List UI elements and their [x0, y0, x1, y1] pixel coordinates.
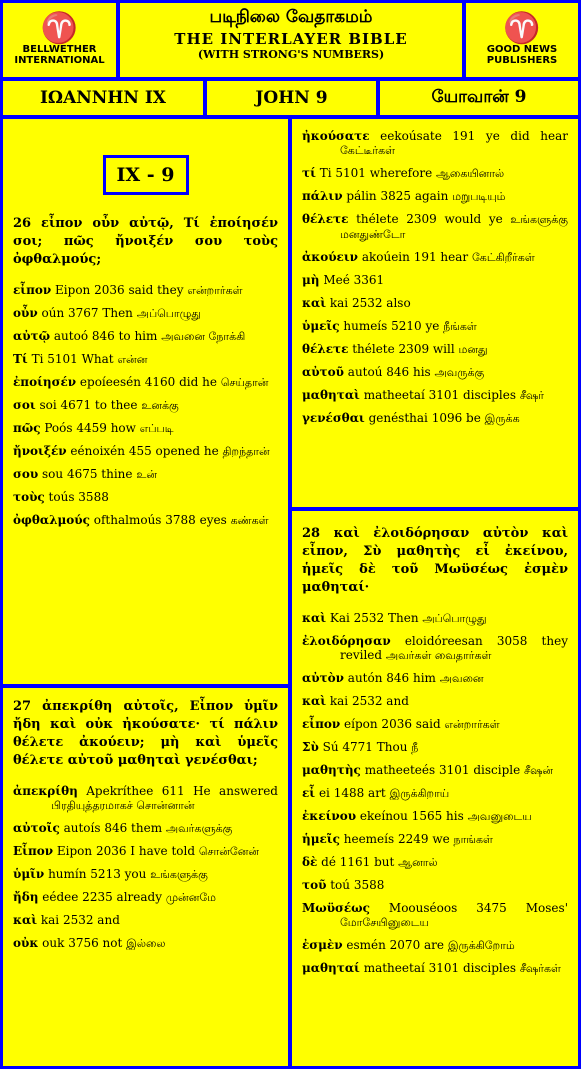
transliteration-gloss: heemeís 2249 we	[343, 832, 450, 846]
right-panel-bottom	[292, 511, 578, 1066]
right-panel-top	[292, 119, 578, 507]
tamil-gloss: அவருக்கு	[434, 366, 485, 379]
left-panel-top	[3, 119, 288, 684]
tamil-gloss: எப்படி	[139, 422, 174, 435]
word-entry	[302, 694, 568, 709]
transliteration-gloss: Moouséoos 3475 Moses'	[388, 901, 568, 915]
left-logo	[3, 3, 116, 77]
tamil-gloss: அப்பொழுது	[136, 307, 201, 320]
tamil-gloss: கேட்கிறீர்கள்	[471, 251, 535, 264]
transliteration-gloss: humeís 5210 ye	[343, 319, 440, 333]
word-entry	[302, 212, 568, 242]
tamil-gloss: நீ	[411, 741, 419, 754]
greek-word: οὖν	[13, 306, 38, 320]
greek-word: τί	[302, 166, 316, 180]
tamil-gloss: மனது	[458, 343, 488, 356]
transliteration-gloss: genésthai 1096 be	[368, 411, 481, 425]
word-entry	[13, 444, 278, 459]
transliteration-gloss: eénoixén 455 opened he	[70, 444, 219, 458]
word-entry	[13, 513, 278, 528]
greek-word: εἶπον	[302, 717, 341, 731]
word-entry	[13, 375, 278, 390]
word-entry	[302, 717, 568, 732]
transliteration-gloss: Eipon 2036 said they	[55, 283, 184, 297]
word-entry	[13, 913, 278, 928]
word-entry	[302, 129, 568, 158]
greek-word: τοὺς	[13, 490, 45, 504]
word-entry	[302, 166, 568, 181]
greek-word: μαθηταί	[302, 961, 360, 975]
right-logo-text: GOOD NEWS PUBLISHERS	[486, 44, 558, 66]
transliteration-gloss: ekeínou 1565 his	[359, 809, 464, 823]
verse-28: 28 καὶ ἐλοιδόρησαν αὐτὸν καὶ εἶπον, Σὺ μαθητὴς εἶ ἐκείνου, ἡμεῖς δὲ τοῦ Μωϋσέως ἐσμὲν μαθηταί·	[302, 526, 568, 595]
word-entry	[302, 611, 568, 626]
word-entry	[302, 388, 568, 403]
tamil-gloss: கேட்டீர்கள்	[340, 144, 396, 157]
tamil-gloss: இருக்க	[484, 412, 520, 425]
word-entry	[13, 398, 278, 413]
transliteration-gloss: esmén 2070 are	[346, 938, 445, 952]
title-sub: (WITH STRONG'S NUMBERS)	[197, 48, 385, 61]
greek-word: αὐτοῖς	[13, 821, 60, 835]
tamil-gloss: அவனை நோக்கி	[161, 330, 246, 343]
transliteration-gloss: Eipon 2036 I have told	[56, 844, 196, 858]
greek-word: καὶ	[302, 296, 327, 310]
word-entry	[302, 250, 568, 265]
title-block	[120, 3, 462, 77]
transliteration-gloss: dé 1161 but	[321, 855, 395, 869]
transliteration-gloss: eloidóreesan 3058 they reviled	[340, 634, 568, 662]
tamil-gloss: இருக்கிறாய்	[389, 787, 450, 800]
ref-tamil: யோவான் 9	[380, 81, 578, 115]
greek-word: σου	[13, 467, 39, 481]
tamil-gloss: சீஷர்கள்	[519, 962, 561, 975]
tamil-gloss: திறந்தான்	[222, 445, 270, 458]
transliteration-gloss: Ti 5101 wherefore	[319, 166, 433, 180]
transliteration-gloss: eekoúsate 191 ye did hear	[380, 129, 568, 143]
tamil-gloss: உங்களுக்கு	[150, 868, 208, 881]
tamil-gloss: என்றார்கள்	[187, 284, 243, 297]
transliteration-gloss: toú 3588	[330, 878, 385, 892]
tamil-gloss: சொன்னேன்	[198, 845, 260, 858]
greek-word: ὀφθαλμούς	[13, 513, 90, 527]
transliteration-gloss: autón 846 him	[347, 671, 436, 685]
word-entry	[13, 784, 278, 813]
tamil-gloss: செய்தான்	[220, 376, 269, 389]
tamil-gloss: மறுபடியும்	[452, 190, 506, 203]
chapter-label: IX - 9	[103, 155, 189, 195]
transliteration-gloss: thélete 2309 will	[352, 342, 455, 356]
transliteration-gloss: Kai 2532 Then	[329, 611, 419, 625]
greek-word: Τί	[13, 352, 28, 366]
word-entry	[13, 283, 278, 298]
tamil-gloss: உனக்கு	[141, 399, 179, 412]
greek-word: πῶς	[13, 421, 41, 435]
greek-word: Μωϋσέως	[302, 901, 370, 915]
greek-word: καὶ	[302, 694, 327, 708]
transliteration-gloss: kai 2532 and	[329, 694, 409, 708]
transliteration-gloss: eédee 2235 already	[42, 890, 162, 904]
word-entry	[302, 411, 568, 426]
greek-word: αὐτὸν	[302, 671, 344, 685]
tamil-gloss: அவர்களுக்கு	[165, 822, 233, 835]
title-tamil: படிநிலை வேதாகமம்	[209, 7, 373, 27]
title-main: THE INTERLAYER BIBLE	[174, 30, 408, 48]
transliteration-gloss: Ti 5101 What	[31, 352, 114, 366]
right-logo	[466, 3, 578, 77]
greek-word: σοι	[13, 398, 36, 412]
word-entry	[302, 671, 568, 686]
transliteration-gloss: autoó 846 to him	[53, 329, 158, 343]
transliteration-gloss: soi 4671 to thee	[39, 398, 138, 412]
tamil-gloss: சீஷன்	[524, 764, 554, 777]
greek-word: ἀκούειν	[302, 250, 358, 264]
verse-26: 26 εἶπον οὖν αὐτῷ, Τί ἐποίησέν σοι; πῶς ἤνοιξέν σου τοὺς ὀφθαλμούς;	[13, 216, 278, 267]
transliteration-gloss: thélete 2309 would ye	[356, 212, 503, 226]
transliteration-gloss: matheetaí 3101 disciples	[363, 961, 516, 975]
greek-word: καὶ	[13, 913, 38, 927]
tamil-gloss: அவனுடைய	[467, 810, 532, 823]
greek-word: αὐτοῦ	[302, 365, 344, 379]
word-entry	[13, 890, 278, 905]
tamil-gloss: சீஷர்	[519, 389, 544, 402]
greek-word: ἤδη	[13, 890, 39, 904]
greek-word: ἀπεκρίθη	[13, 784, 78, 798]
word-entry	[302, 189, 568, 204]
tamil-gloss: அப்பொழுது	[422, 612, 487, 625]
greek-word: καὶ	[302, 611, 327, 625]
tamil-gloss: முன்னமே	[165, 891, 217, 904]
greek-word: θέλετε	[302, 342, 349, 356]
greek-word: ἐκείνου	[302, 809, 357, 823]
greek-word: γενέσθαι	[302, 411, 365, 425]
greek-word: ἠκούσατε	[302, 129, 370, 143]
word-entry	[302, 901, 568, 930]
word-entry	[302, 634, 568, 663]
word-entry	[13, 306, 278, 321]
greek-word: θέλετε	[302, 212, 349, 226]
word-entry	[302, 763, 568, 778]
word-entry	[302, 961, 568, 976]
tamil-gloss: ஆனால்	[398, 856, 438, 869]
ref-english: JOHN 9	[207, 81, 376, 115]
word-entry	[302, 296, 568, 311]
tamil-gloss: மோசேயினுடைய	[340, 916, 429, 929]
transliteration-gloss: Meé 3361	[323, 273, 385, 287]
greek-word: εἶπον	[13, 283, 52, 297]
greek-word: πάλιν	[302, 189, 343, 203]
transliteration-gloss: sou 4675 thine	[42, 467, 133, 481]
tamil-gloss: அவனை	[439, 672, 484, 685]
transliteration-gloss: humín 5213 you	[48, 867, 147, 881]
transliteration-gloss: Sú 4771 Thou	[322, 740, 408, 754]
transliteration-gloss: kai 2532 and	[40, 913, 120, 927]
tamil-gloss: இருக்கிறோம்	[447, 939, 515, 952]
word-entry	[302, 273, 568, 288]
transliteration-gloss: Apekríthee 611 He answered	[86, 784, 278, 798]
greek-word: Εἶπον	[13, 844, 54, 858]
word-entry	[13, 867, 278, 882]
tamil-gloss: நாங்கள்	[453, 833, 493, 846]
greek-word: Σὺ	[302, 740, 319, 754]
word-entry	[13, 421, 278, 436]
tamil-gloss: உங்களுக்கு மனதுண்டோ	[340, 213, 568, 241]
transliteration-gloss: Poós 4459 how	[44, 421, 136, 435]
left-logo-text: BELLWETHER INTERNATIONAL	[14, 44, 105, 66]
tamil-gloss: கண்கள்	[230, 514, 269, 527]
word-entry	[302, 938, 568, 953]
transliteration-gloss: pálin 3825 again	[346, 189, 449, 203]
transliteration-gloss: eípon 2036 said	[344, 717, 441, 731]
greek-word: εἶ	[302, 786, 316, 800]
tamil-gloss: இல்லை	[126, 937, 166, 950]
tamil-gloss: நீங்கள்	[443, 320, 477, 333]
greek-word: ἐσμὲν	[302, 938, 343, 952]
greek-word: ἐποίησέν	[13, 375, 77, 389]
word-entry	[13, 352, 278, 367]
greek-word: αὐτῷ	[13, 329, 51, 343]
transliteration-gloss: autoú 846 his	[347, 365, 431, 379]
greek-word: ἐλοιδόρησαν	[302, 634, 391, 648]
tamil-gloss: என்ன	[117, 353, 148, 366]
ram-logo-icon: ♈	[40, 11, 79, 46]
word-entry	[13, 490, 278, 505]
greek-word: ἤνοιξέν	[13, 444, 67, 458]
word-entry	[302, 365, 568, 380]
word-entry	[302, 786, 568, 801]
transliteration-gloss: toús 3588	[48, 490, 109, 504]
ram-logo-icon: ♈	[503, 11, 541, 46]
transliteration-gloss: matheeteés 3101 disciple	[364, 763, 521, 777]
transliteration-gloss: matheetaí 3101 disciples	[363, 388, 516, 402]
verse-27: 27 ἀπεκρίθη αὐτοῖς, Εἶπον ὑμῖν ἤδη καὶ οὐκ ἠκούσατε· τί πάλιν θέλετε ἀκούειν; μὴ καὶ ὑμεῖς θέλετε αὐτοῦ μαθηταὶ γενέσθαι;	[13, 699, 278, 768]
word-entry	[302, 878, 568, 893]
tamil-gloss: என்றார்கள்	[444, 718, 500, 731]
greek-word: μὴ	[302, 273, 320, 287]
left-panel-bottom	[3, 688, 288, 1066]
word-entry	[13, 844, 278, 859]
greek-word: ὑμῖν	[13, 867, 45, 881]
greek-word: ὑμεῖς	[302, 319, 340, 333]
transliteration-gloss: ouk 3756 not	[42, 936, 123, 950]
greek-word: ἡμεῖς	[302, 832, 340, 846]
transliteration-gloss: kai 2532 also	[329, 296, 411, 310]
transliteration-gloss: akoúein 191 hear	[361, 250, 469, 264]
transliteration-gloss: ei 1488 art	[318, 786, 386, 800]
greek-word: τοῦ	[302, 878, 327, 892]
word-entry	[13, 329, 278, 344]
greek-word: μαθητὴς	[302, 763, 361, 777]
word-entry	[302, 809, 568, 824]
tamil-gloss: உன்	[136, 468, 157, 481]
transliteration-gloss: ofthalmoús 3788 eyes	[93, 513, 227, 527]
word-entry	[302, 319, 568, 334]
word-entry	[13, 821, 278, 836]
greek-word: μαθηταὶ	[302, 388, 360, 402]
greek-word: δὲ	[302, 855, 318, 869]
transliteration-gloss: autoís 846 them	[63, 821, 163, 835]
word-entry	[302, 832, 568, 847]
transliteration-gloss: oún 3767 Then	[41, 306, 133, 320]
tamil-gloss: ஆகையினால்	[436, 167, 505, 180]
word-entry	[302, 855, 568, 870]
tamil-gloss: அவர்கள் வைதார்கள்	[385, 649, 492, 662]
word-entry	[13, 467, 278, 482]
greek-word: οὐκ	[13, 936, 39, 950]
word-entry	[302, 740, 568, 755]
ref-greek: ΙΩΑΝΝΗΝ IX	[3, 81, 203, 115]
tamil-gloss: பிரதியுத்தரமாகச் சொன்னான்	[51, 799, 195, 812]
word-entry	[13, 936, 278, 951]
word-entry	[302, 342, 568, 357]
transliteration-gloss: epoíeesén 4160 did he	[79, 375, 217, 389]
